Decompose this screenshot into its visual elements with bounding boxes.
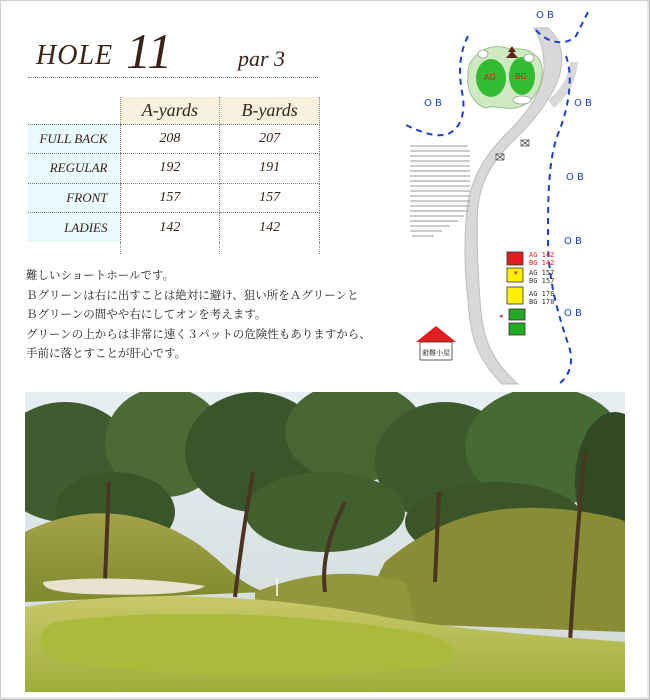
a-yards-value: 208 bbox=[120, 124, 220, 154]
tee-name: LADIES bbox=[28, 213, 120, 243]
tee-yardage-bg: BG 142 bbox=[529, 259, 555, 267]
tee-name: FRONT bbox=[28, 183, 120, 213]
bunker bbox=[513, 96, 531, 104]
hole-description bbox=[26, 266, 386, 364]
green-b-label: BG bbox=[515, 72, 527, 81]
tee-yardage-bg: BG 178 bbox=[529, 298, 555, 306]
ob-label: O B bbox=[564, 236, 582, 247]
tee-yardage-ag: AG 157 bbox=[529, 269, 555, 277]
tee-marker-icon: ◂ bbox=[499, 312, 503, 320]
a-yards-value: 142 bbox=[120, 213, 220, 243]
course-photo bbox=[25, 392, 625, 692]
a-yards-value: 157 bbox=[120, 183, 220, 213]
b-yards-value: 207 bbox=[220, 124, 320, 154]
ob-label: O B bbox=[566, 172, 584, 183]
b-yards-value: 191 bbox=[220, 154, 320, 184]
tee-box-red bbox=[507, 252, 523, 265]
ob-label: O B bbox=[564, 308, 582, 319]
description-line: Ｂグリーンは右に出すことは絶対に避け、狙い所をＡグリーンと bbox=[26, 287, 359, 302]
table-row bbox=[28, 124, 320, 154]
tee-yardage-ag: AG 178 bbox=[529, 290, 555, 298]
description-line: グリーンの上からは非常に速く３パットの危険性もありますから、 bbox=[26, 326, 371, 341]
par-label: par 3 bbox=[238, 46, 286, 71]
description-line: 手前に落とすことが肝心です。 bbox=[26, 346, 187, 360]
ob-label: O B bbox=[574, 98, 592, 109]
table-footer-cell bbox=[120, 242, 220, 254]
tee-box-yellow bbox=[507, 287, 523, 304]
b-yards-header: B-yards bbox=[220, 97, 320, 124]
b-yards-value: 142 bbox=[220, 213, 320, 243]
tee-box-green bbox=[509, 323, 525, 335]
hole-number: 11 bbox=[126, 23, 173, 79]
hole-label: HOLE bbox=[36, 40, 114, 71]
ob-label: O B bbox=[536, 10, 554, 21]
tee-name: REGULAR bbox=[28, 154, 120, 184]
table-footer-cell bbox=[28, 242, 120, 254]
table-footer-cell bbox=[220, 242, 320, 254]
shelter-label: 避難小屋 bbox=[422, 349, 450, 357]
title-divider bbox=[28, 77, 318, 78]
table-footer-row bbox=[28, 242, 320, 254]
table-row bbox=[28, 213, 320, 243]
tee-column-header bbox=[28, 97, 120, 124]
description-line: 難しいショートホールです。 bbox=[26, 268, 175, 282]
tee-name: FULL BACK bbox=[28, 124, 120, 154]
table-row bbox=[28, 183, 320, 213]
bunker bbox=[478, 50, 488, 58]
green-a-label: AG bbox=[484, 73, 496, 82]
hole-map bbox=[398, 0, 650, 392]
tee-yardage-ag: AG 142 bbox=[529, 251, 555, 259]
bunker bbox=[524, 54, 534, 62]
yardage-header-row bbox=[28, 97, 320, 124]
ob-label: O B bbox=[424, 98, 442, 109]
tee-yardage-bg: BG 157 bbox=[529, 277, 555, 285]
a-yards-header: A-yards bbox=[120, 97, 220, 124]
water-hazard bbox=[410, 146, 470, 236]
tee-box-green bbox=[509, 309, 525, 320]
description-line: Ｂグリーンの間やや右にしてオンを考えます。 bbox=[26, 307, 267, 321]
b-yards-value: 157 bbox=[220, 183, 320, 213]
yardage-table bbox=[28, 97, 320, 254]
tee-marker-icon: ▾ bbox=[514, 269, 518, 277]
a-yards-value: 192 bbox=[120, 154, 220, 184]
table-row bbox=[28, 154, 320, 184]
